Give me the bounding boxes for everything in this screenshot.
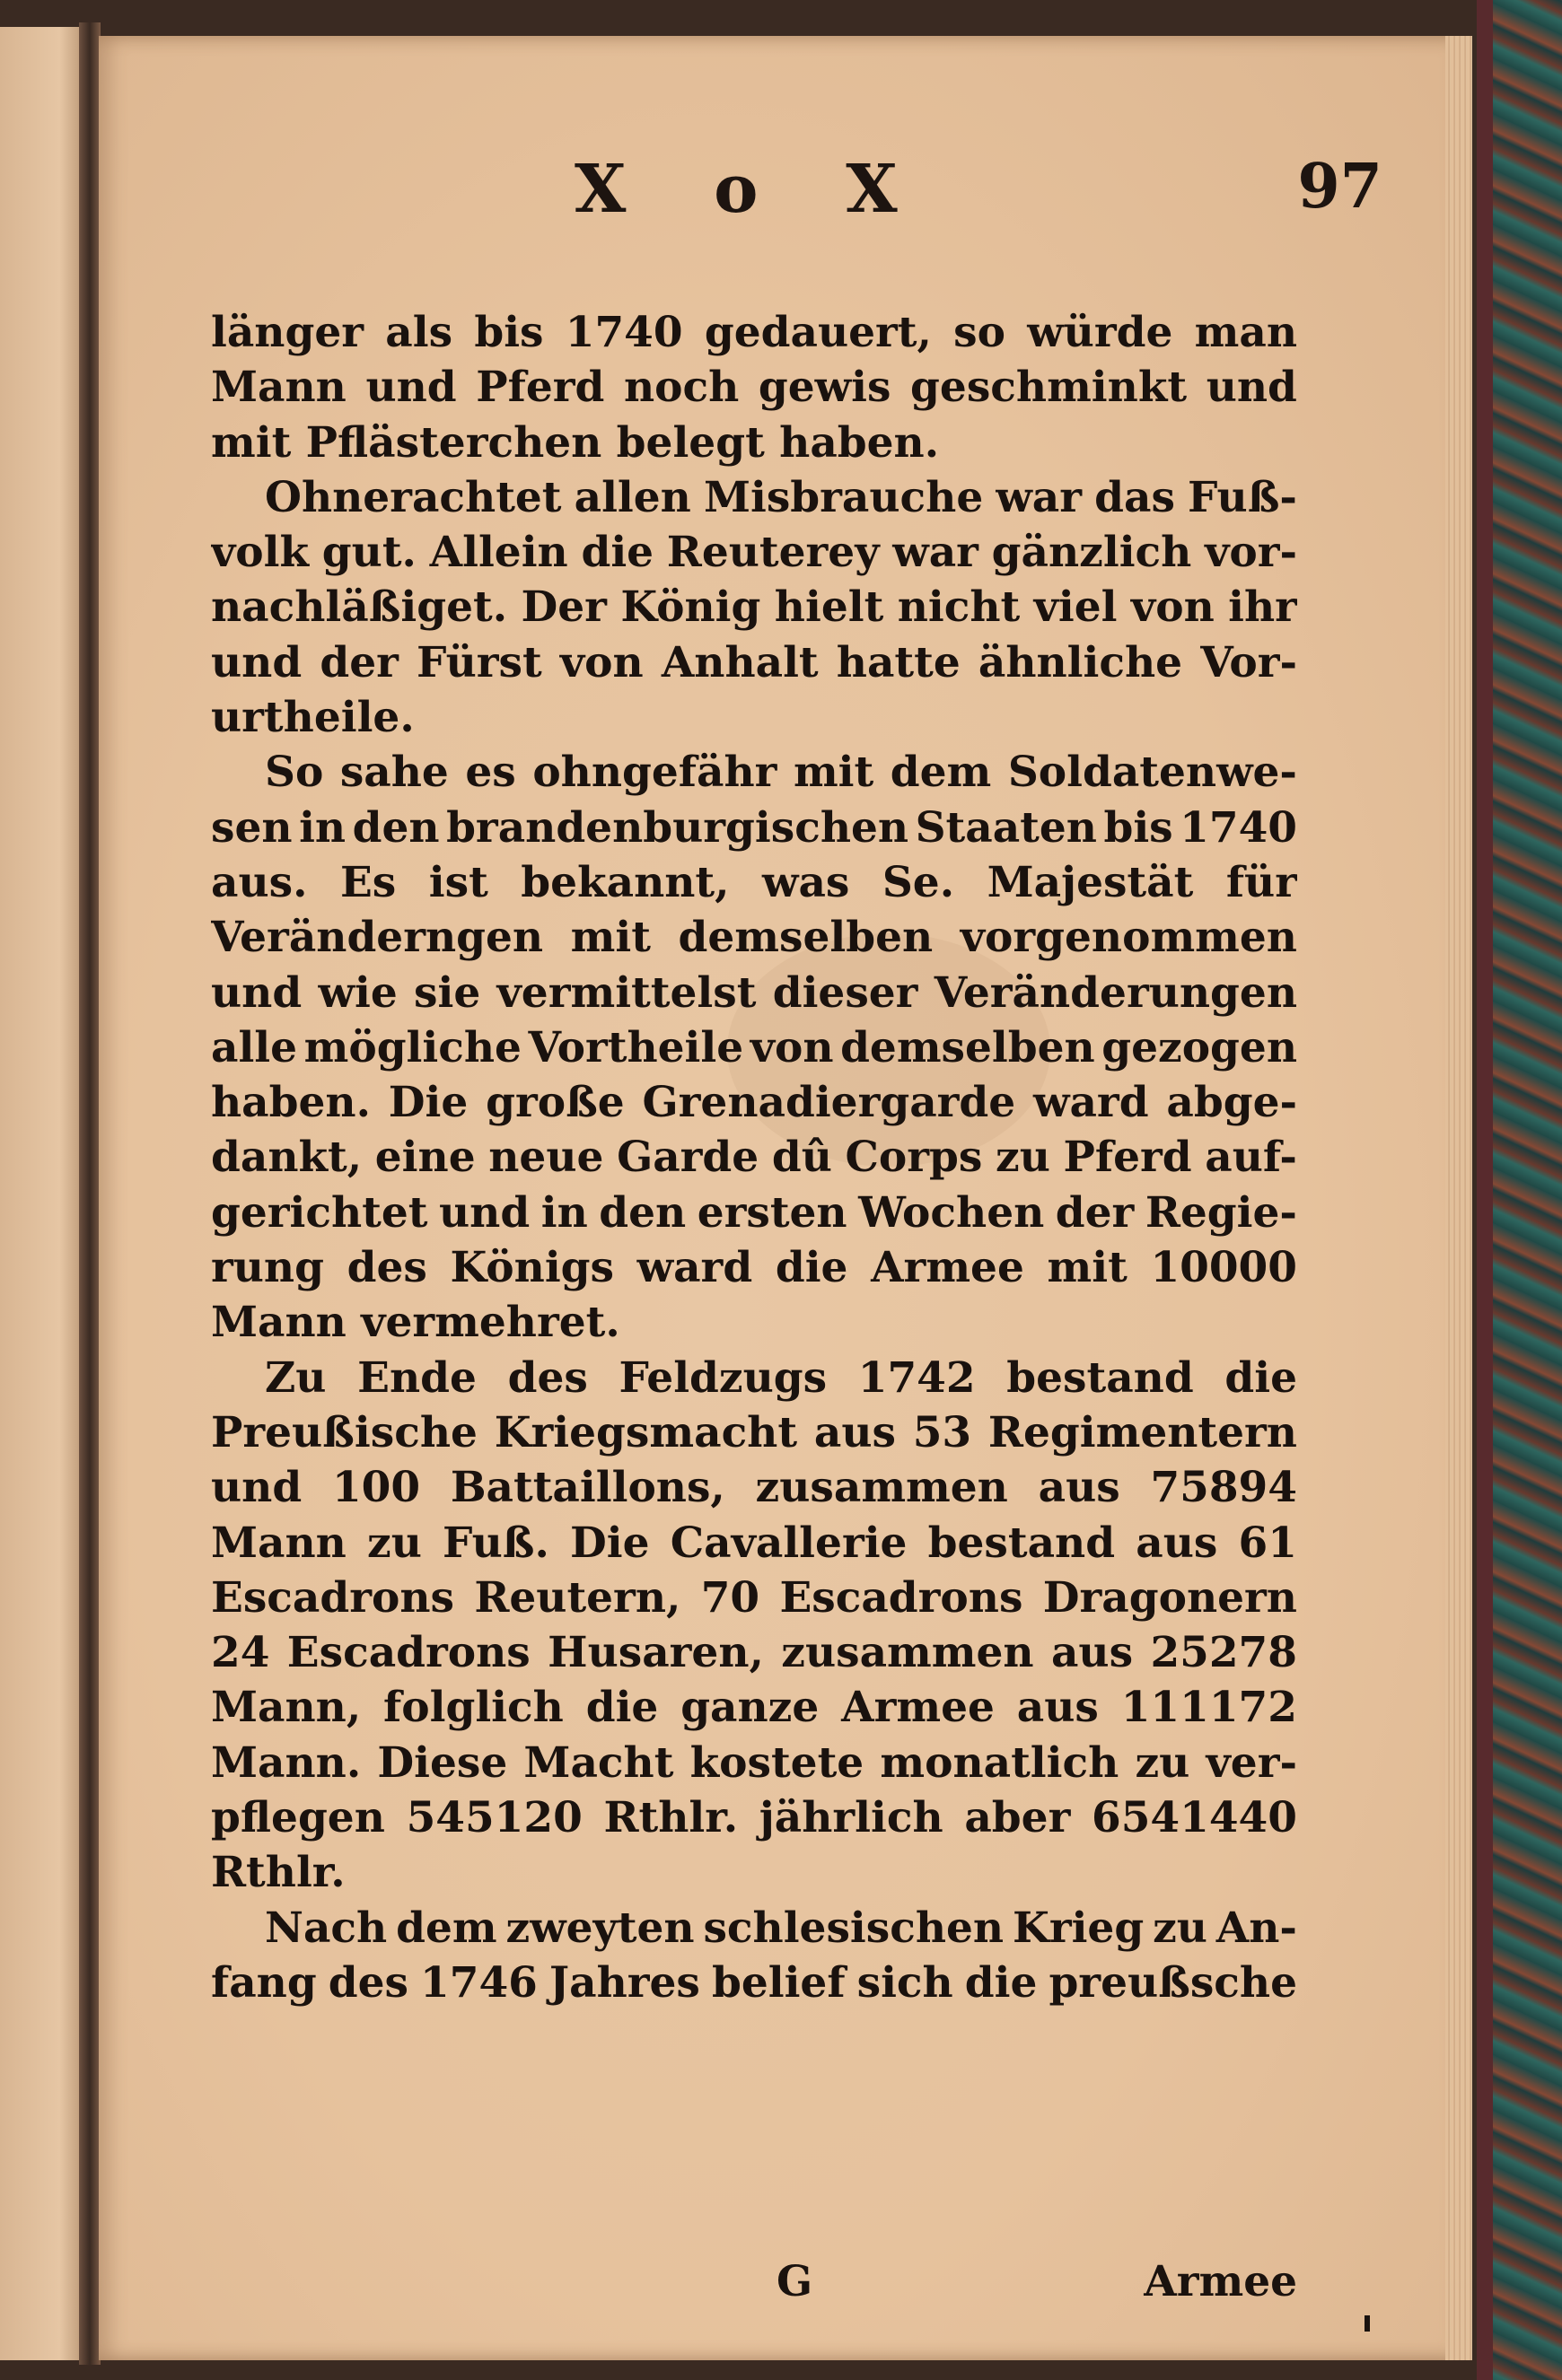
word: die (585, 1683, 659, 1733)
right-page (99, 36, 1472, 2360)
word: An- (1215, 1903, 1297, 1953)
word: eine (374, 1133, 476, 1183)
word: nicht (897, 582, 1021, 633)
word: dankt, (211, 1133, 363, 1183)
word: aber (964, 1793, 1071, 1843)
text-line (211, 1351, 1297, 1405)
word: vermittelst (496, 967, 757, 1018)
word: aus (813, 1407, 896, 1457)
word: 1742 (857, 1352, 976, 1403)
word: Die (388, 1078, 469, 1128)
word: länger (211, 308, 364, 357)
word: ward (636, 1243, 753, 1293)
word: dieser (772, 967, 918, 1018)
word: und (211, 1463, 303, 1513)
text-line: mit Pflästerchen belegt haben. (211, 417, 940, 468)
word: Krieg (1012, 1903, 1145, 1953)
word: so (953, 308, 1005, 357)
word: Fürst (417, 637, 542, 687)
word: 10000 (1150, 1243, 1297, 1293)
word: ohngefähr (532, 748, 777, 798)
word: 100 (331, 1463, 421, 1513)
word: Anhalt (661, 637, 819, 687)
text-line: urtheile. (211, 693, 415, 743)
word: des (328, 1957, 408, 2008)
page-footer (211, 2257, 1297, 2320)
word: bekannt, (521, 857, 730, 907)
word: vorgenommen (960, 913, 1297, 963)
word: sahe (339, 748, 449, 798)
word: 53 (912, 1407, 972, 1457)
word: Se. (882, 857, 955, 907)
word: Misbrauche (703, 472, 984, 522)
word: Husaren, (548, 1628, 764, 1678)
word: ganze (680, 1683, 820, 1733)
text-line (211, 1956, 1297, 2010)
word: Cavallerie (670, 1518, 908, 1568)
text-line (211, 1625, 1297, 1680)
word: aus. (211, 857, 308, 907)
word: Fuß- (1188, 472, 1297, 522)
word: Preußische (211, 1407, 478, 1457)
word: Reuterey (666, 528, 880, 578)
word: Veränderngen (211, 913, 544, 963)
word: die (964, 1957, 1038, 2008)
word: gänzlich (991, 528, 1192, 578)
page-header (99, 151, 1445, 232)
word: Wochen (858, 1187, 1045, 1238)
word: Mann, (211, 1683, 362, 1733)
word: Pferd (1063, 1133, 1192, 1183)
text-line: Mann vermehret. (211, 1298, 620, 1348)
word: 61 (1238, 1518, 1297, 1568)
text-line (211, 360, 1297, 415)
text-line (211, 1790, 1297, 1845)
word: Ende (357, 1352, 477, 1403)
word: gewis (758, 363, 891, 413)
signature-mark: G (777, 2257, 813, 2306)
word: Vortheile (528, 1022, 744, 1072)
word: Mann. (211, 1737, 362, 1788)
word: war (996, 472, 1083, 522)
word: bis (1103, 802, 1173, 853)
text-line (211, 635, 1297, 690)
word: hatte (836, 637, 961, 687)
word: sie (414, 967, 481, 1018)
word: es (465, 748, 516, 798)
word: Escadrons (211, 1572, 454, 1623)
word: Die (570, 1518, 650, 1568)
word: dem (396, 1903, 497, 1953)
word: von (559, 637, 644, 687)
text-line (211, 580, 1297, 634)
word: ihr (1228, 582, 1297, 633)
word: den (599, 1187, 687, 1238)
word: mit (1047, 1243, 1128, 1293)
text-line (211, 855, 1297, 910)
word: die (775, 1243, 848, 1293)
word: kostete (689, 1737, 864, 1788)
word: schlesischen (703, 1903, 1005, 1953)
word: in (540, 1187, 588, 1238)
word: nachläßiget. (211, 582, 508, 633)
word: zusammen (755, 1463, 1008, 1513)
text-line (211, 470, 1297, 525)
word: Jahres (548, 1957, 700, 2008)
word: würde (1027, 308, 1173, 357)
word: mit (570, 913, 651, 963)
word: bestand (1006, 1352, 1194, 1403)
word: sich (856, 1957, 953, 2008)
word: Grenadiergarde (642, 1078, 1016, 1128)
word: Armee (871, 1243, 1024, 1293)
word: und (439, 1187, 531, 1238)
word: Corps (845, 1133, 983, 1183)
text-line (211, 1020, 1297, 1075)
word: Reutern, (474, 1572, 681, 1623)
word: neue (488, 1133, 604, 1183)
word: war (892, 528, 978, 578)
word: Kriegsmacht (494, 1407, 798, 1457)
text-line (211, 1680, 1297, 1735)
text-line (211, 525, 1297, 580)
word: belief (711, 1957, 846, 2008)
word: Allein (429, 528, 568, 578)
word: noch (623, 363, 740, 413)
word: ersten (697, 1187, 847, 1238)
word: aus (1050, 1628, 1134, 1678)
word: bestand (927, 1518, 1116, 1568)
word: die (1224, 1352, 1297, 1403)
word: 1740 (565, 308, 683, 357)
left-page-edge (0, 27, 85, 2360)
word: brandenburgischen (446, 802, 909, 853)
word: gezogen (1101, 1022, 1297, 1072)
word: zu (996, 1133, 1050, 1183)
word: Battaillons, (450, 1463, 725, 1513)
text-line (211, 801, 1297, 855)
word: man (1194, 308, 1297, 357)
word: und (211, 967, 303, 1018)
word: Escadrons (286, 1628, 531, 1678)
word: viel (1033, 582, 1118, 633)
word: und (211, 637, 303, 687)
word: Königs (450, 1243, 614, 1293)
word: von (750, 1022, 834, 1072)
word: hielt (774, 582, 884, 633)
word: So (265, 748, 324, 798)
word: Macht (523, 1737, 674, 1788)
word: sen (211, 802, 293, 853)
text-line (211, 910, 1297, 965)
word: 1746 (420, 1957, 538, 2008)
marbled-cover-edge (1477, 0, 1562, 2380)
text-line (211, 1736, 1297, 1790)
text-line (211, 1186, 1297, 1240)
word: Es (339, 857, 397, 907)
word: zusammen (781, 1628, 1034, 1678)
word: als (385, 308, 453, 357)
word: Diese (377, 1737, 508, 1788)
word: auf- (1205, 1133, 1297, 1183)
word: gerichtet (211, 1187, 428, 1238)
word: Nach (265, 1903, 388, 1953)
word: Mann (211, 363, 347, 413)
text-line: Rthlr. (211, 1848, 346, 1898)
word: zu (1135, 1737, 1190, 1788)
word: 70 (700, 1572, 760, 1623)
word: fang (211, 1957, 317, 2008)
text-line (211, 1130, 1297, 1185)
word: monatlich (880, 1737, 1119, 1788)
text-line (211, 1075, 1297, 1130)
word: von (1130, 582, 1215, 633)
word: demselben (840, 1022, 1095, 1072)
word: Ohnerachtet (265, 472, 562, 522)
body-text (211, 305, 1297, 2010)
word: 25278 (1150, 1628, 1297, 1678)
word: 24 (211, 1628, 270, 1678)
word: der (320, 637, 399, 687)
word: 1740 (1180, 802, 1297, 853)
text-line (211, 1405, 1297, 1460)
word: preußsche (1049, 1957, 1297, 2008)
word: allen (574, 472, 691, 522)
word: geschminkt (910, 363, 1188, 413)
word: haben. (211, 1078, 371, 1128)
word: und (365, 363, 457, 413)
ink-mark (1365, 2315, 1370, 2332)
word: Armee (841, 1683, 995, 1733)
page-edges (1445, 36, 1472, 2360)
word: wie (318, 967, 398, 1018)
text-line (211, 1571, 1297, 1625)
word: pflegen (211, 1793, 385, 1843)
word: mögliche (303, 1022, 522, 1072)
word: Staaten (915, 802, 1097, 853)
word: alle (211, 1022, 298, 1072)
word: Vor- (1200, 637, 1297, 687)
word: 545120 (406, 1793, 583, 1843)
header-ornament: X o X (575, 151, 930, 228)
text-line (211, 1240, 1297, 1295)
word: Rthlr. (603, 1793, 739, 1843)
word: Escadrons (779, 1572, 1023, 1623)
page-number: 97 (1297, 151, 1382, 223)
word: abge- (1166, 1078, 1297, 1128)
word: mit (793, 748, 874, 798)
word: Pferd (476, 363, 605, 413)
word: der (1055, 1187, 1135, 1238)
word: zu (1153, 1903, 1207, 1953)
word: Feldzugs (619, 1352, 828, 1403)
word: aus (1136, 1518, 1218, 1568)
text-line (211, 1516, 1297, 1571)
word: Veränderungen (934, 967, 1297, 1018)
word: des (507, 1352, 588, 1403)
word: König (620, 582, 761, 633)
word: demselben (678, 913, 934, 963)
text-line (211, 1460, 1297, 1515)
catchword: Armee (1144, 2257, 1297, 2306)
text-line (211, 745, 1297, 800)
word: volk (211, 528, 310, 578)
word: bis (474, 308, 544, 357)
word: jährlich (759, 1793, 943, 1843)
word: 75894 (1150, 1463, 1297, 1513)
word: dû (771, 1133, 832, 1183)
word: den (352, 802, 440, 853)
word: vor- (1205, 528, 1297, 578)
word: ähnliche (978, 637, 1183, 687)
word: dem (890, 748, 992, 798)
word: für (1225, 857, 1297, 907)
word: ver- (1206, 1737, 1297, 1788)
word: Majestät (987, 857, 1194, 907)
word: zweyten (505, 1903, 695, 1953)
book-gutter (79, 22, 101, 2365)
word: und (1206, 363, 1297, 413)
word: ward (1033, 1078, 1149, 1128)
word: das (1094, 472, 1175, 522)
word: zu (367, 1518, 422, 1568)
word: 6541440 (1092, 1793, 1297, 1843)
text-line (211, 966, 1297, 1020)
word: ist (428, 857, 488, 907)
word: große (486, 1078, 625, 1128)
word: Zu (265, 1352, 327, 1403)
word: Soldatenwe- (1007, 748, 1297, 798)
word: was (761, 857, 850, 907)
text-line (211, 305, 1297, 360)
word: 111172 (1120, 1683, 1297, 1733)
word: Der (521, 582, 607, 633)
word: aus (1016, 1683, 1099, 1733)
word: Mann (211, 1518, 347, 1568)
word: gut. (321, 528, 417, 578)
word: Fuß. (443, 1518, 549, 1568)
text-line (211, 1901, 1297, 1956)
word: des (347, 1243, 427, 1293)
word: aus (1038, 1463, 1120, 1513)
word: gedauert, (704, 308, 932, 357)
word: Regie- (1145, 1187, 1297, 1238)
word: Garde (617, 1133, 759, 1183)
word: folglich (383, 1683, 564, 1733)
word: Regimentern (987, 1407, 1297, 1457)
word: in (299, 802, 347, 853)
word: die (581, 528, 654, 578)
word: rung (211, 1243, 324, 1293)
word: Dragonern (1042, 1572, 1297, 1623)
